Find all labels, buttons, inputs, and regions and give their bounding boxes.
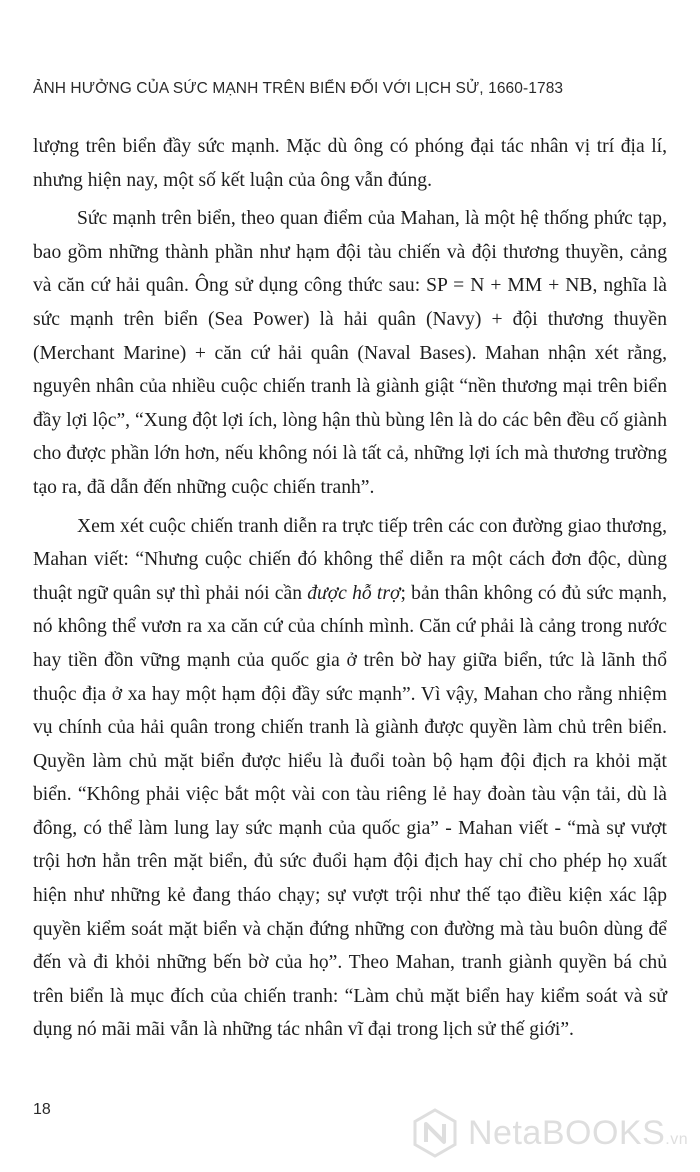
- watermark-text: [468, 1114, 688, 1153]
- watermark: [410, 1108, 688, 1158]
- running-head: ẢNH HƯỞNG CỦA SỨC MẠNH TRÊN BIỂN ĐỐI VỚI LỊCH SỬ, 1660-1783: [33, 80, 564, 97]
- paragraph-2: Sức mạnh trên biển, theo quan điểm của Mahan, là một hệ thống phức tạp, bao gồm những thành phần như hạm đội tàu chiến và đội thương thuyền, cảng và căn cứ hải quân. Ông sử dụng công thức sau: SP = N + MM + NB, nghĩa là sức mạnh trên biển (Sea Power) là hải quân (Navy) + đội thương thuyền (Merchant Marine) + căn cứ hải quân (Naval Bases). Mahan nhận xét rằng, nguyên nhân của nhiều cuộc chiến tranh là giành giật “nền thương mại trên biển đầy lợi lộc”, “Xung đột lợi ích, lòng hận thù bùng lên là do các bên đều cố giành cho được phần lớn hơn, nếu không nói là tất cả, những lợi ích mà thương trường tạo ra, đã dẫn đến những cuộc chiến tranh”.: [33, 208, 667, 498]
- body-text: [33, 130, 667, 1052]
- paragraph-1: lượng trên biển đầy sức mạnh. Mặc dù ông có phóng đại tác nhân vị trí địa lí, nhưng hiện nay, một số kết luận của ông vẫn đúng.: [33, 136, 667, 191]
- watermark-tld: .vn: [665, 1130, 689, 1148]
- neta-logo-icon: [410, 1108, 460, 1158]
- paragraph-3-text-a: Xem xét cuộc chiến tranh diễn ra trực tiếp trên các con đường giao thương, Mahan viết: “Nhưng cuộc chiến đó không thể diễn ra một cách đơn độc, dùng thuật ngữ quân sự thì phải nói cần: [33, 515, 667, 604]
- paragraph-3-italic: được hỗ trợ: [307, 582, 401, 604]
- paragraph-3-text-b: ; bản thân không có đủ sức mạnh, nó không thể vươn ra xa căn cứ của chính mình. Căn cứ phải là cảng trong nước hay tiền đồn vững mạnh của quốc gia ở trên bờ hay giữa biển, tức là lãnh thổ thuộc địa ở xa hay một hạm đội đầy sức mạnh”. Vì vậy, Mahan cho rằng nhiệm vụ chính của hải quân trong chiến tranh là giành được quyền làm chủ trên biển. Quyền làm chủ mặt biển được hiểu là đuổi toàn bộ hạm đội địch ra khỏi mặt biển. “Không phải việc bắt một vài con tàu riêng lẻ hay đoàn tàu vận tải, dù là đông, có thể làm lung lay sức mạnh của quốc gia” - Mahan viết - “mà sự vượt trội hơn hẳn trên mặt biển, đủ sức đuổi hạm đội địch hay chỉ cho phép họ xuất hiện như những kẻ đang tháo chạy; sự vượt trội như thế tạo điều kiện xác lập quyền kiểm soát mặt biển và chặn đứng những con đường mà tàu buôn dùng để đến và đi khỏi những bến bờ của họ”. Theo Mahan, tranh giành quyền bá chủ trên biển là mục đích của chiến tranh: “Làm chủ mặt biển hay kiểm soát và sử dụng nó mãi mãi vẫn là những tác nhân vĩ đại trong lịch sử thế giới”.: [33, 582, 668, 1041]
- page-number: 18: [33, 1101, 51, 1118]
- paragraph-3: [33, 510, 667, 1048]
- watermark-brand: NetaBOOKS: [468, 1113, 666, 1152]
